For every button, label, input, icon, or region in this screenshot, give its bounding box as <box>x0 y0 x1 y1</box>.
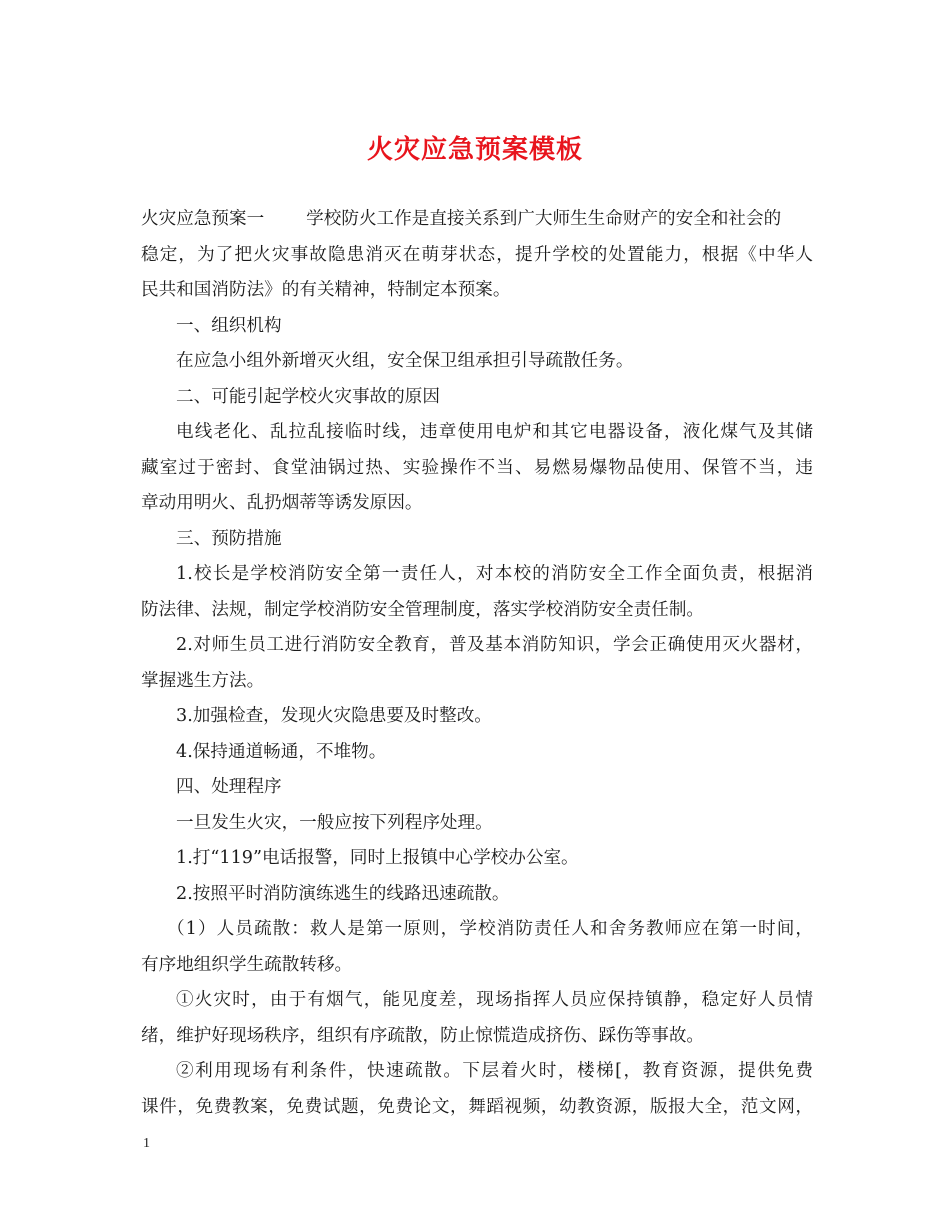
list-item: 1.打“119”电话报警，同时上报镇中心学校办公室。 <box>176 848 579 868</box>
page-number: 1 <box>143 1136 150 1151</box>
paragraph-line: 在应急小组外新增灭火组，安全保卫组承担引导疏散任务。 <box>176 351 634 371</box>
paragraph-line: 掌握逃生方法。 <box>141 670 265 691</box>
list-item: 4.保持通道畅通，不堆物。 <box>176 741 387 762</box>
intro-text-1: 学校防火工作是直接关系到广大师生生命财产的安全和社会的 <box>306 209 782 229</box>
document-title: 火灾应急预案模板 <box>366 135 583 165</box>
list-item: 2.按照平时消防演练逃生的线路迅速疏散。 <box>176 883 510 904</box>
list-item: （1）人员疏散：救人是第一原则，学校消防责任人和舍务教师应在第一时间， <box>167 919 813 939</box>
intro-line-3: 民共和国消防法》的有关精神，特制定本预案。 <box>141 280 511 300</box>
intro-line-1 <box>141 202 813 238</box>
paragraph-line: 藏室过于密封、食堂油锅过热、实验操作不当、易燃易爆物品使用、保管不当，违 <box>141 457 813 478</box>
paragraph-line: 章动用明火、乱扔烟蒂等诱发原因。 <box>141 493 423 513</box>
intro-label: 火灾应急预案一 <box>141 209 265 229</box>
paragraph-line: 一旦发生火灾，一般应按下列程序处理。 <box>176 812 493 833</box>
list-item: 2.对师生员工进行消防安全教育，普及基本消防知识，学会正确使用灭火器材， <box>176 635 813 655</box>
section-heading-prevention: 三、预防措施 <box>176 528 282 549</box>
paragraph-line: 课件，免费教案，免费试题，免费论文，舞蹈视频，幼教资源，版报大全，范文网， <box>141 1096 813 1117</box>
paragraph-line: 电线老化、乱拉乱接临时线，违章使用电炉和其它电器设备，液化煤气及其储 <box>176 422 813 442</box>
document-body <box>141 202 813 1125</box>
list-item: 1.校长是学校消防安全第一责任人，对本校的消防安全工作全面负责，根据消 <box>176 564 813 584</box>
intro-line-2: 稳定，为了把火灾事故隐患消灭在萌芽状态，提升学校的处置能力，根据《中华人 <box>141 244 813 265</box>
list-item: ①火灾时，由于有烟气，能见度差，现场指挥人员应保持镇静，稳定好人员情 <box>176 990 813 1010</box>
section-heading-organization: 一、组织机构 <box>176 315 282 336</box>
list-item: ②利用现场有利条件，快速疏散。下层着火时，楼梯[，教育资源，提供免费 <box>176 1061 813 1081</box>
list-item: 3.加强检查，发现火灾隐患要及时整改。 <box>176 706 492 726</box>
section-heading-procedure: 四、处理程序 <box>176 777 282 797</box>
paragraph-line: 防法律、法规，制定学校消防安全管理制度，落实学校消防安全责任制。 <box>141 599 705 620</box>
paragraph-line: 有序地组织学生疏散转移。 <box>141 954 353 975</box>
section-heading-causes: 二、可能引起学校火灾事故的原因 <box>176 386 440 407</box>
paragraph-line: 绪，维护好现场秩序，组织有序疏散，防止惊慌造成挤伤、踩伤等事故。 <box>141 1025 705 1046</box>
